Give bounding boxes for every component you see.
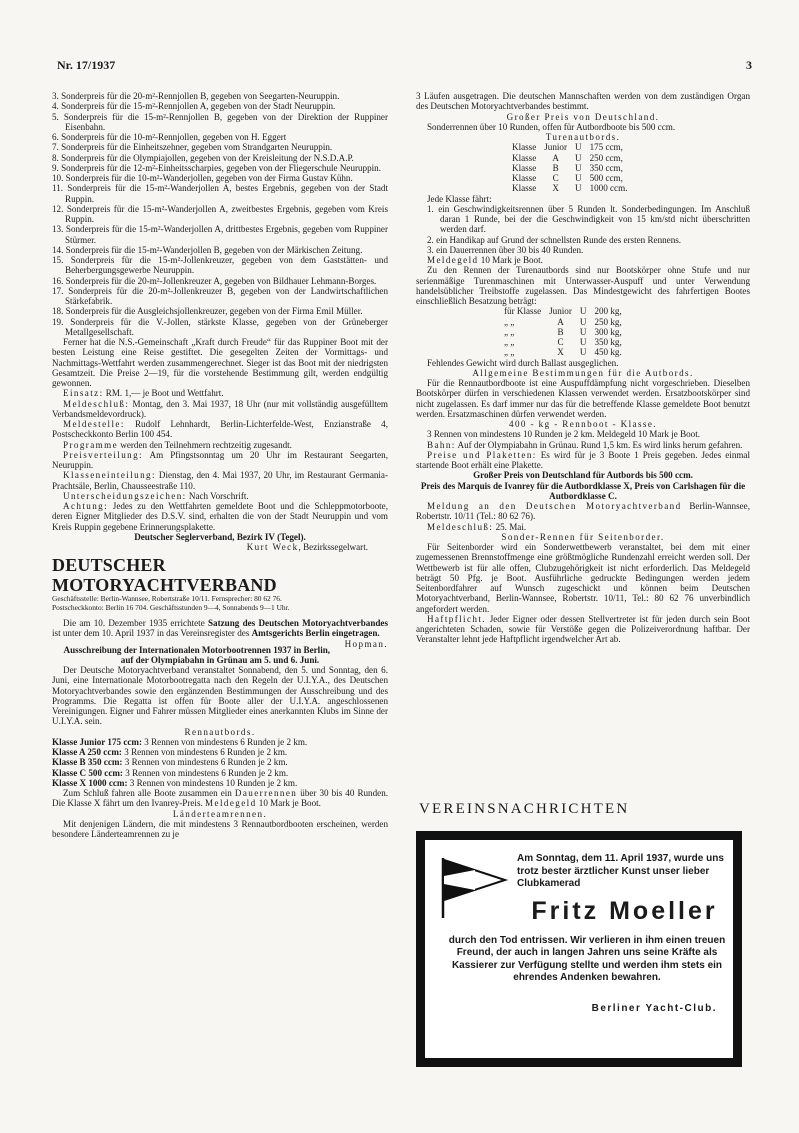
- rennautbords-races: 3 Rennen von mindestens 6 Runden je 2 km.: [124, 747, 288, 758]
- meldegeld-paragraph: [416, 255, 750, 265]
- rennautbords-row: [52, 778, 388, 788]
- meldeschluss-r-paragraph: [416, 522, 750, 532]
- turenautbords-title: Turenautbords.: [545, 132, 621, 142]
- achtung-label: Achtung:: [63, 501, 109, 511]
- obituary-name: Fritz Moeller: [531, 897, 718, 925]
- gewicht-cell: U: [579, 326, 587, 337]
- obituary-intro: Am Sonntag, dem 11. April 1937, wurde uns trotz bester ärztlicher Kunst unser lieber Clubkamerad: [517, 853, 724, 889]
- club-pennant-icon: [439, 856, 509, 920]
- meldeschluss-r-text: 25. Mai.: [493, 521, 527, 532]
- gewicht-cell: 450 kg.: [594, 347, 622, 358]
- schluss-text-b: Dauerrennen: [234, 788, 298, 799]
- bahn-text: Auf der Olympiabahn in Grünau. Rund 1,5 km. Es wird links herum gefahren.: [455, 439, 743, 450]
- rennautbords-class: Klasse C 500 ccm:: [52, 767, 123, 778]
- ausschreibung-paragraph: Der Deutsche Motoryachtverband veranstaltet Sonnabend, den 5. und Sonntag, den 6. Juni, eine Internationale Motorbootregatta nach den Regeln der U.I.Y.A., des Deutschen Motoryachtverbandes sowie den ergänzenden Bestimmungen der Ausschreibung und des Programms. Die Regatta ist offen für Boote aller der U.I.Y.A. angeschlossenen Vereinigungen. Eigner und Fahrer müssen Mitglieder eines anerkannten Klubs im Sinne der U.I.Y.A. sein.: [52, 665, 388, 727]
- turenautbords-cell: 350 ccm,: [589, 162, 623, 173]
- kg400-title: 400 - kg - Rennboot - Klasse.: [509, 419, 657, 429]
- turenautbords-cell: X: [552, 183, 559, 194]
- kg400-paragraph: 3 Rennen von mindestens 10 Runden je 2 km. Meldegeld 10 Mark je Boot.: [427, 429, 701, 440]
- gewicht-cell: 350 kg,: [594, 337, 622, 347]
- obituary-box: [416, 831, 742, 1067]
- gewicht-cell: U: [579, 337, 587, 347]
- turenautbords-cell: Klasse: [512, 183, 537, 194]
- meldeschluss-paragraph: [52, 399, 388, 420]
- rennautbords-class: Klasse B 350 ccm:: [52, 757, 123, 768]
- laenderteam-paragraph: Mit denjenigen Ländern, die mit mindestens 3 Rennautbordbooten erscheinen, werden besondere Länderteamrennen zu je: [52, 818, 388, 840]
- gewicht-cell: 300 kg,: [594, 326, 622, 337]
- turenautbords-cell: U: [574, 152, 582, 163]
- schluss-text-a: Zum Schluß fahren alle Boote zusammen ein: [63, 788, 235, 799]
- meldeschluss-text: Montag, den 3. Mai 1937, 18 Uhr (nur mit vollständig ausgefülltem Verbandsmeldevordruck).: [52, 398, 388, 419]
- prize-item: 12. Sonderpreis für die 15-m²-Wanderjollen A, zweitbestes Ergebnis, gegeben vom Kreis Ruppin.: [52, 203, 388, 224]
- schluss-text-d: Meldegeld: [205, 798, 257, 809]
- dmyv-info-1: Geschäftsstelle: Berlin-Wannsee, Robertstraße 10/11. Fernsprecher: 80 62 76.: [52, 594, 282, 604]
- einsatz-paragraph: [52, 388, 388, 398]
- achtung-text: Jedes zu den Wettfahrten gemeldete Boot und die Schleppmotorboote, deren Eigner Mitglieder des D.S.V. sind, erhalten die von der Stadt Neuruppin und vom Kreis Ruppin gegebene Erinnerungsplakette.: [52, 501, 388, 532]
- gewicht-row: [500, 337, 626, 347]
- haftpflicht-text: Jeder Eigner oder dessen Stellvertreter ist für jeden durch sein Boot angerichteten Schaden, sowie für Verstöße gegen die Polizeiverordnung haftbar. Der Veranstalter lehnt jede Haftpflicht irgendwelcher Art ab.: [416, 613, 750, 645]
- gewicht-cell: Junior: [549, 306, 572, 317]
- turenautbords-cell: Junior: [544, 142, 567, 153]
- allgemeine-paragraph: Für die Rennautbordboote ist eine Auspuffdämpfung nicht vorgeschrieben. Dieselben Bootskörper dürfen in verschiedenen Klassen verwendet werden. Ersatzbootskörper sind nicht zugelassen. Es darf immer nur das für die betreffende Klasse gemeldete Boot benutzt werden. Ersatzmaschinen dürfen verwendet werden.: [416, 378, 750, 419]
- prize-item: 4. Sonderpreis für die 15-m²-Rennjollen A, gegeben von der Stadt Neuruppin.: [52, 101, 336, 112]
- preisverteilung-label: Preisverteilung:: [63, 449, 143, 460]
- satzung-text-a: Die am 10. Dezember 1935 errichtete: [63, 618, 208, 629]
- gewicht-cell: „ „: [504, 316, 515, 327]
- unterscheidung-paragraph: [52, 491, 388, 501]
- meldeschluss-label: Meldeschluß:: [63, 398, 130, 409]
- prize-item: 13. Sonderpreis für die 15-m²-Wanderjollen A, drittbestes Ergebnis, gegeben vom Ruppiner Stürmer.: [52, 224, 388, 245]
- signature-weck: [52, 542, 388, 552]
- turenautbords-cell: Klasse: [512, 162, 537, 173]
- jede-klasse: Jede Klasse fährt:: [427, 193, 492, 204]
- rennautbords-races: 3 Rennen von mindestens 6 Runden je 2 km.: [125, 767, 289, 778]
- turenautbords-row: [508, 163, 631, 173]
- schluss-text-e: 10 Mark je Boot.: [256, 798, 321, 809]
- plaketten-text: Es wird für je 3 Boote 1 Preis gegeben. Jedes einmal startende Boot erhält eine Plakette.: [416, 449, 750, 470]
- turenautbords-cell: A: [552, 152, 559, 163]
- prize-item: 18. Sonderpreis für die Ausgleichsjollenkreuzer, gegeben von der Firma Emil Müller.: [52, 306, 363, 317]
- rennautbords-races: 3 Rennen von mindestens 10 Runden je 2 km.: [129, 777, 298, 788]
- schluss-paragraph: [52, 788, 388, 809]
- gewicht-cell: „ „: [504, 326, 515, 337]
- turenautbords-cell: B: [552, 162, 559, 173]
- gewicht-cell: 200 kg,: [594, 306, 622, 317]
- grosser-preis-text: Sonderrennen über 10 Runden, offen für Autbordboote bis 500 ccm.: [427, 121, 676, 132]
- satzung-text-c: ist unter dem 10. April 1937 in das Vereinsregister des: [52, 628, 252, 639]
- rennautbords-class: Klasse A 250 ccm:: [52, 747, 122, 758]
- turenautbords-cell: C: [552, 173, 559, 183]
- sonder-rennen-paragraph: Für Seitenborder wird ein Sonderwettbewerb veranstaltet, bei dem mit einer zugemessenen Brennstoffmenge eine größtmögliche Rundenzahl erreicht werden soll. Der Wettbewerb ist für alle offen, Clubzugehörigkeit ist nicht erforderlich. Das Meldegeld beträgt 50 Pfg. je Boot. Ausführliche gedruckte Bedingungen werden jedem Seitenbordfahrer auf Wunsch zugeschickt und können beim Deutschen Motoryachtverband, Berlin-Wannsee, Robertstr. 10/11, Tel.: 80 62 76 unverbindlich angefordert werden.: [416, 542, 750, 614]
- gewicht-table: [500, 306, 626, 357]
- turenautbords-cell: U: [574, 162, 582, 173]
- gewicht-cell: U: [579, 347, 587, 358]
- gewicht-cell: „ „: [504, 337, 515, 347]
- prize-item: 9. Sonderpreis für die 12-m²-Einheitsscharpies, gegeben von der Fliegerschule Neuruppin.: [52, 162, 382, 173]
- preisverteilung-text: Am Pfingstsonntag um 20 Uhr im Restaurant Seegarten, Neuruppin.: [52, 449, 388, 470]
- gewicht-row: [500, 317, 626, 327]
- prize-item: 5. Sonderpreis für die 15-m²-Rennjollen B, gegeben von der Direktion der Ruppiner Eisenbahn.: [52, 111, 388, 132]
- plaketten-label: Preise und Plaketten:: [427, 449, 537, 460]
- prize-item: 10. Sonderpreis für die 10-m²-Wanderjollen, gegeben von der Firma Gustav Kühn.: [52, 173, 353, 183]
- ausschreibung-title: Ausschreibung der Internationalen Motorbootrennen 1937 in Berlin, auf der Olympiabahn in Grünau am 5. und 6. Juni.: [63, 644, 331, 665]
- bahn-paragraph: [416, 440, 750, 450]
- signature-verband: Deutscher Seglerverband, Bezirk IV (Tegel).: [134, 531, 306, 542]
- prize-item: 3. Sonderpreis für die 20-m²-Rennjollen B, gegeben von Seegarten-Neuruppin.: [52, 91, 340, 101]
- prize-item: 17. Sonderpreis für die 20-m²-Jollenkreuzer B, gegeben von der Landwirtschaftlichen Stärkefabrik.: [52, 285, 388, 306]
- turenautbords-cell: U: [574, 142, 582, 153]
- page-header-issue: Nr. 17/1937: [57, 58, 116, 72]
- fahrt-3: 3. ein Dauerrennen über 30 bis 40 Runden.: [427, 244, 584, 255]
- rennautbords-races: 3 Rennen von mindestens 6 Runden je 2 km.: [124, 757, 288, 768]
- turenautbords-cell: 250 ccm,: [589, 152, 623, 163]
- unterscheidung-label: Unterscheidungszeichen:: [63, 490, 187, 501]
- sonder-rennen-title: Sonder-Rennen für Seitenborder.: [501, 531, 665, 542]
- turenautbords-cell: U: [574, 173, 582, 183]
- satzung-text-b: Satzung des Deutschen Motoryachtverbandes: [208, 618, 389, 629]
- marquis-preis: Preis des Marquis de Ivanrey für die Autbordklasse X, Preis von Carlshagen für die Autbordklasse C.: [420, 480, 746, 501]
- klasseneinteilung-paragraph: [52, 470, 388, 491]
- kdf-paragraph: Ferner hat die N.S.-Gemeinschaft „Kraft durch Freude“ für das Ruppiner Boot mit der besten Leistung eine Reise gestiftet. Die gesegelten Zeiten der Vormittags- und Nachmittags-Wettfahrt werden zusammengerechnet. Sieger ist das Boot mit der niedrigsten Gesamtzeit. Die Preise 2—19, für die vorstehende Bestimmung gilt, werden endgültig gewonnen.: [52, 337, 388, 388]
- grosser-preis-title: Großer Preis von Deutschland.: [506, 111, 660, 122]
- gewicht-row: [500, 306, 626, 316]
- rennautbords-title: Rennautbords.: [184, 726, 256, 737]
- turenautbords-row: [508, 153, 631, 163]
- signature-weck-role: , Bezirkssegelwart.: [298, 542, 368, 552]
- page-number: 3: [746, 58, 752, 72]
- prize-item: 16. Sonderpreis für die 20-m²-Jollenkreuzer A, gegeben von Bildhauer Lehmann-Borges.: [52, 275, 377, 286]
- meldestelle-label: Meldestelle:: [63, 419, 125, 429]
- plaketten-paragraph: [416, 450, 750, 471]
- satzung-signature: Hopman.: [344, 638, 388, 649]
- prize-item: 6. Sonderpreis für die 10-m²-Rennjollen, gegeben von H. Eggert: [52, 132, 287, 142]
- prize-item: 14. Sonderpreis für die 15-m²-Wanderjollen B, gegeben von der Märkischen Zeitung.: [52, 244, 363, 255]
- gewicht-cell: A: [557, 316, 564, 327]
- meldegeld-text: 10 Mark je Boot.: [478, 255, 543, 265]
- rennautbords-class: Klasse X 1000 ccm:: [52, 777, 128, 788]
- grosser-preis-autbords: Großer Preis von Deutschland für Autbords bis 500 ccm.: [473, 470, 693, 481]
- turenautbords-cell: 1000 ccm.: [589, 183, 628, 194]
- signature-weck-name: Kurt Weck: [246, 542, 299, 552]
- klasseneinteilung-text: Dienstag, den 4. Mai 1937, 20 Uhr, im Restaurant Germania-Prachtsäle, Berlin, Chausseestraße 110.: [52, 470, 388, 491]
- meldung-paragraph: [416, 501, 750, 522]
- satzung-paragraph: [52, 618, 389, 649]
- gewicht-cell: 250 kg,: [594, 316, 622, 327]
- rennautbords-row: [52, 768, 388, 778]
- meldestelle-text: Rudolf Lehnhardt, Berlin-Lichterfelde-West, Enzianstraße 4, Postscheckkonto Berlin 100 454.: [52, 419, 388, 440]
- gewicht-cell: U: [579, 316, 587, 327]
- meldegeld-label: Meldegeld: [427, 255, 479, 265]
- fahrt-2: 2. ein Handikap auf Grund der schnellsten Runde des ersten Rennens.: [427, 234, 682, 245]
- haftpflicht-label: Haftpflicht.: [427, 613, 486, 624]
- turenautbords-row: [508, 142, 631, 152]
- achtung-paragraph: [52, 501, 388, 532]
- dmyv-title: DEUTSCHER MOTORYACHTVERBAND: [52, 555, 277, 596]
- unterscheidung-text: Nach Vorschrift.: [186, 490, 249, 501]
- satzung-text-d: Amtsgerichts Berlin eingetragen.: [251, 628, 380, 639]
- gewicht-row: [500, 347, 626, 357]
- preisverteilung-paragraph: [52, 450, 388, 471]
- obituary-text: durch den Tod entrissen. Wir verlieren in ihm einen treuen Freund, der auch in langen Jahren uns seine Kräfte als Kassierer zur Verfügung stellte und werden ihm stets ein ehrendes Andenken bewahren.: [448, 935, 726, 984]
- turenautbords-row: [508, 183, 631, 193]
- klasseneinteilung-label: Klasseneinteilung:: [63, 470, 156, 481]
- laenderteam-title: Länderteamrennen.: [172, 808, 268, 819]
- rennautbords-row: [52, 747, 388, 757]
- fahrt-1: 1. ein Geschwindigkeitsrennen über 5 Runden lt. Sonderbedingungen. Im Anschluß daran 1 Runde, bei der die Geschwindigkeit von 15 km/std nicht überschritten werden darf.: [427, 203, 750, 235]
- turenautbords-cell: 500 ccm,: [589, 173, 623, 183]
- left-column: [52, 91, 388, 839]
- programme-label: Programme: [63, 439, 119, 450]
- prize-item: 8. Sonderpreis für die Olympiajollen, gegeben von der Kreisleitung der N.S.D.A.P.: [52, 152, 354, 163]
- gewicht-row: [500, 327, 626, 337]
- meldestelle-paragraph: [52, 419, 388, 440]
- gewicht-cell: X: [557, 347, 564, 358]
- turen-rules-paragraph: Zu den Rennen der Turenautbords sind nur Bootskörper ohne Stufe und nur serienmäßige Turenmaschinen mit Unterwasser-Auspuff und unter Verwendung handelsüblicher Treibstoffe zugelassen. Das Mindestgewicht des fahrfertigen Bootes einschließlich Besatzung beträgt:: [416, 265, 750, 306]
- turenautbords-table: [508, 142, 631, 193]
- haftpflicht-paragraph: [416, 614, 750, 645]
- rennautbords-class: Klasse Junior 175 ccm:: [52, 736, 143, 747]
- programme-paragraph: [52, 440, 388, 450]
- prize-item: 19. Sonderpreis für die V.-Jollen, stärkste Klasse, gegeben von der Grüneberger Metallgesellschaft.: [52, 316, 388, 337]
- fehlendes-gewicht: Fehlendes Gewicht wird durch Ballast ausgeglichen.: [427, 357, 619, 368]
- gewicht-cell: für Klasse: [504, 306, 542, 317]
- obituary-signature: Berliner Yacht-Club.: [591, 1003, 717, 1014]
- turenautbords-cell: 175 ccm,: [589, 142, 623, 153]
- schluss-text-c: über 30 bis 40 Runden. Die Klasse X fährt um den Ivanrey-Preis.: [52, 788, 389, 809]
- rennautbords-row: [52, 757, 388, 767]
- einsatz-label: Einsatz:: [63, 388, 104, 399]
- turenautbords-cell: Klasse: [512, 152, 537, 163]
- prize-item: 15. Sonderpreis für die 15-m²-Jollenkreuzer, gegeben von dem Gaststätten- und Beherbergungsgewerbe Neuruppin.: [52, 255, 388, 276]
- allgemeine-title: Allgemeine Bestimmungen für die Autbords.: [472, 367, 694, 378]
- rennautbords-list: [52, 737, 388, 788]
- dmyv-info-2: Postscheckkonto: Berlin 16 704. Geschäftsstunden 9—4, Sonnabends 9—1 Uhr.: [52, 602, 290, 612]
- prize-item: 11. Sonderpreis für die 15-m²-Wanderjollen A, bestes Ergebnis, gegeben von der Stadt Ruppin.: [52, 183, 388, 204]
- gewicht-cell: „ „: [504, 347, 515, 358]
- einsatz-text: RM. 1,— je Boot und Wettfahrt.: [103, 388, 224, 399]
- turenautbords-cell: Klasse: [512, 173, 537, 183]
- rennautbords-races: 3 Rennen von mindestens 6 Runden je 2 km.: [144, 736, 308, 747]
- right-column: [416, 91, 750, 645]
- meldung-label: Meldung an den Deutschen Motoryachtverband: [427, 501, 682, 511]
- continuation-paragraph: 3 Läufen ausgetragen. Die deutschen Mannschaften werden von dem zuständigen Organ des Deutschen Motoryachtverbandes bestimmt.: [416, 91, 750, 112]
- meldung-text: Berlin-Wannsee, Robertstr. 10/11 (Tel.: 80 62 76).: [416, 501, 750, 522]
- gewicht-cell: B: [557, 326, 564, 337]
- bahn-label: Bahn:: [427, 439, 456, 450]
- gewicht-cell: U: [579, 306, 587, 317]
- turenautbords-cell: Klasse: [512, 142, 537, 153]
- vereinsnachrichten-title: VEREINSNACHRICHTEN: [419, 801, 630, 817]
- turenautbords-row: [508, 173, 631, 183]
- meldeschluss-r-label: Meldeschluß:: [427, 521, 494, 532]
- gewicht-cell: C: [557, 337, 564, 347]
- prize-list: [52, 91, 388, 337]
- prize-item: 7. Sonderpreis für die Einheitszehner, gegeben vom Strandgarten Neuruppin.: [52, 142, 333, 153]
- programme-text: werden den Teilnehmern rechtzeitig zugesandt.: [118, 439, 292, 450]
- rennautbords-row: [52, 737, 388, 747]
- turenautbords-cell: U: [574, 183, 582, 194]
